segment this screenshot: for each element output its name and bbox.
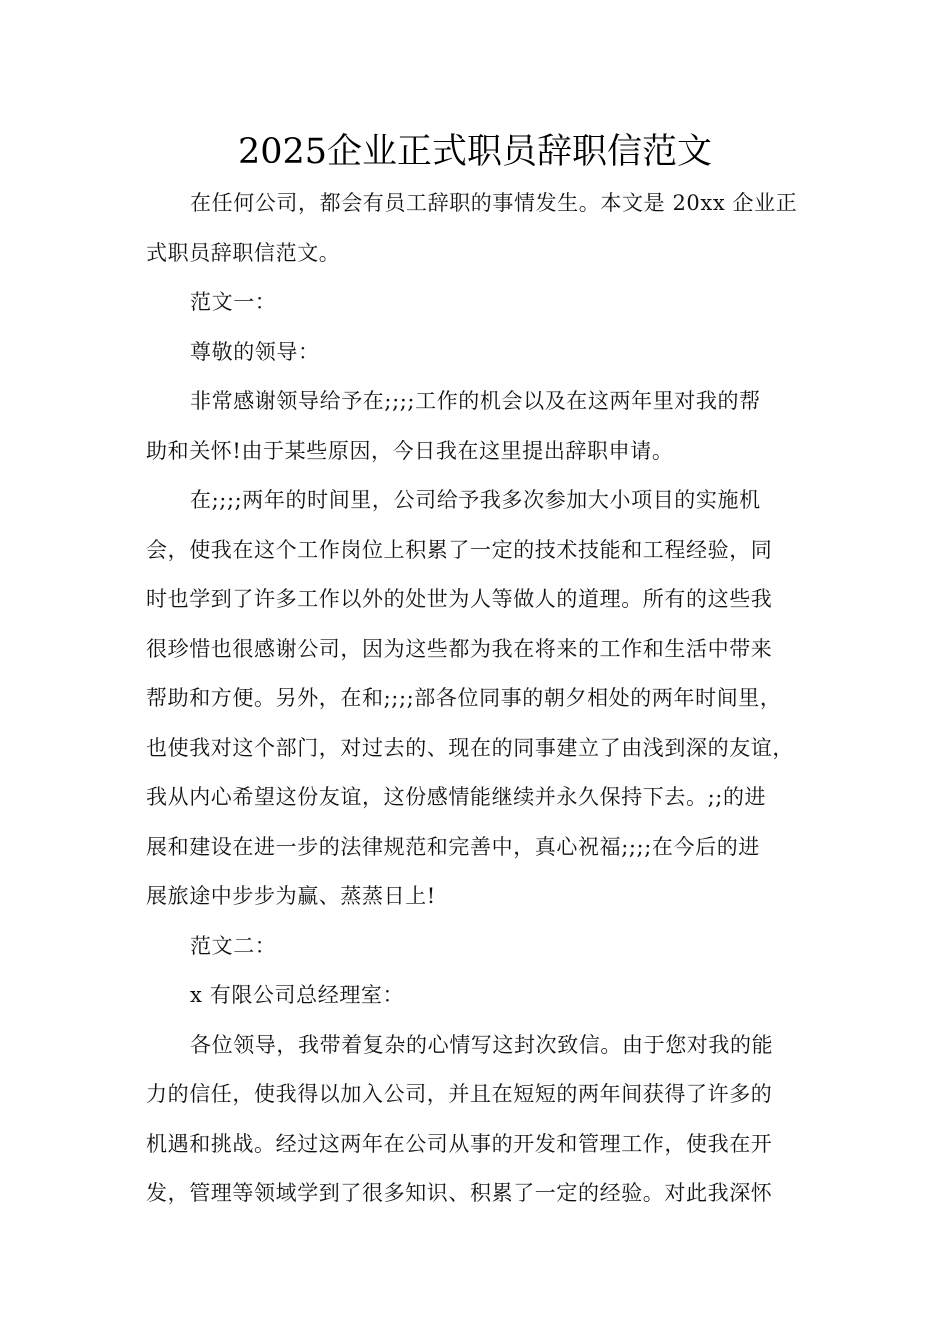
document-line: 我从内心希望这份友谊，这份感情能继续并永久保持下去。;;的进: [146, 785, 767, 809]
document-line: 发，管理等领域学到了很多知识、积累了一定的经验。对此我深怀: [146, 1181, 773, 1205]
document-line: 很珍惜也很感谢公司，因为这些都为我在将来的工作和生活中带来: [146, 636, 773, 661]
document-line: 式职员辞职信范文。: [146, 240, 341, 265]
document-line: 范文二：: [190, 933, 277, 958]
document-line: 也使我对这个部门，对过去的、现在的同事建立了由浅到深的友谊，: [146, 735, 794, 760]
document-line: 机遇和挑战。经过这两年在公司从事的开发和管理工作，使我在开: [146, 1131, 773, 1156]
document-line: 展旅途中步步为赢、蒸蒸日上!: [146, 884, 436, 908]
document-line: 各位领导，我带着复杂的心情写这封次致信。由于您对我的能: [190, 1032, 774, 1057]
document-line: 帮助和方便。另外，在和;;;;部各位同事的朝夕相处的两年时间里，: [146, 686, 782, 710]
document-line: 非常感谢领导给予在;;;;工作的机会以及在这两年里对我的帮: [190, 389, 761, 413]
document-line: 力的信任，使我得以加入公司，并且在短短的两年间获得了许多的: [146, 1082, 773, 1106]
document-line: 助和关怀!由于某些原因，今日我在这里提出辞职申请。: [146, 438, 674, 463]
document-line: 在;;;;两年的时间里，公司给予我多次参加大小项目的实施机: [190, 488, 761, 512]
document-line: x 有限公司总经理室：: [190, 983, 405, 1007]
document-line: 会，使我在这个工作岗位上积累了一定的技术技能和工程经验，同: [146, 537, 773, 562]
document-body: [146, 179, 826, 1219]
document-line: 范文一：: [190, 290, 277, 314]
document-title: 2025企业正式职员辞职信范文: [237, 132, 713, 172]
document-line: 在任何公司，都会有员工辞职的事情发生。本文是 20xx 企业正: [190, 191, 798, 215]
document-line: 尊敬的领导：: [190, 339, 320, 364]
document-line: 时也学到了许多工作以外的处世为人等做人的道理。所有的这些我: [146, 587, 773, 611]
document-line: 展和建设在进一步的法律规范和完善中，真心祝福;;;;在今后的进: [146, 834, 760, 859]
